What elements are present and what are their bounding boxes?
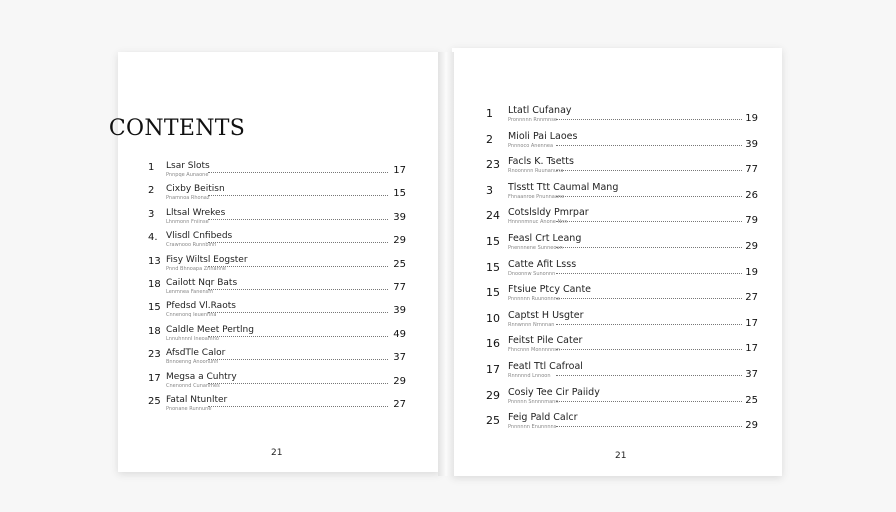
- toc-entry-number: 15: [486, 234, 500, 248]
- toc-leader-dots: [208, 383, 388, 384]
- toc-entry: [486, 104, 758, 130]
- toc-leader-dots: [556, 170, 742, 171]
- toc-entry-title: Cosiy Tee Cir Paiidy: [508, 386, 600, 398]
- toc-entry-page: 77: [745, 164, 758, 176]
- toc-entry-title: Pfedsd Vl.Raots: [166, 301, 236, 312]
- toc-leader-dots: [556, 273, 742, 274]
- toc-entry: [148, 300, 406, 323]
- toc-entry-subtitle: Pronnnnn Rnnmnse: [508, 117, 557, 123]
- toc-entry-page: 29: [745, 420, 758, 432]
- toc-entry-subtitle: Rnoonnnn Ruunanuna: [508, 168, 564, 175]
- toc-entry-number: 15: [486, 260, 500, 274]
- toc-entry-number: 3: [486, 183, 493, 197]
- toc-entry-title: Cotslsldy Pmrpar: [508, 207, 589, 219]
- toc-leader-dots: [556, 401, 742, 402]
- toc-entry-number: 3: [148, 208, 155, 220]
- toc-entry-page: 49: [393, 328, 406, 340]
- toc-entry-title: AfsdTle Calor: [166, 348, 226, 359]
- toc-entry: [486, 155, 758, 181]
- toc-entry-page: 25: [393, 258, 406, 270]
- toc-entry-subtitle: Lnnuhnnnl Ineoamno: [166, 335, 219, 342]
- contents-title: CONTENTS: [108, 116, 246, 141]
- toc-entry-number: 2: [148, 185, 155, 197]
- toc-entry-number: 18: [148, 278, 161, 290]
- toc-leader-dots: [208, 219, 388, 220]
- toc-entry: [148, 371, 406, 394]
- toc-entry-page: 15: [393, 188, 406, 200]
- toc-leader-dots: [556, 375, 742, 376]
- right-toc-list: [486, 104, 758, 437]
- toc-entry-number: 25: [486, 414, 500, 428]
- toc-entry-page: 39: [393, 305, 406, 317]
- toc-entry-number: 23: [486, 158, 500, 172]
- toc-leader-dots: [556, 119, 742, 120]
- toc-entry-title: Featl Ttl Cafroal: [508, 360, 583, 372]
- toc-entry-number: 16: [486, 337, 500, 351]
- toc-entry-title: Lsar Slots: [166, 161, 210, 171]
- toc-entry-number: 25: [148, 395, 161, 407]
- toc-entry-number: 15: [486, 286, 500, 300]
- left-page-number: 21: [271, 448, 283, 458]
- toc-entry: [148, 347, 406, 370]
- toc-entry: [148, 254, 406, 277]
- toc-entry-title: Ltatl Cufanay: [508, 105, 572, 116]
- toc-leader-dots: [556, 145, 742, 146]
- toc-entry-page: 19: [745, 266, 758, 278]
- toc-entry-number: 4.: [148, 232, 158, 244]
- toc-entry-subtitle: Rnnnnnd Lnnoon: [508, 372, 551, 379]
- toc-leader-dots: [208, 359, 388, 360]
- toc-entry: [486, 206, 758, 232]
- toc-entry-page: 37: [393, 352, 406, 364]
- toc-entry-number: 1: [486, 107, 493, 120]
- toc-entry-subtitle: Fhncnnn Monnnnnsn: [508, 347, 561, 354]
- toc-entry-subtitle: Crawnooo Runnbinn: [166, 242, 217, 249]
- toc-entry: [486, 360, 758, 386]
- toc-entry-number: 1: [148, 162, 155, 173]
- toc-entry-subtitle: Lenmnea Fanensrn: [166, 288, 214, 295]
- toc-entry-page: 26: [745, 189, 758, 201]
- toc-leader-dots: [208, 242, 388, 243]
- toc-entry-title: Fisy Wiltsl Eogster: [166, 254, 248, 265]
- toc-entry-subtitle: Pnamnoa Rhonaz: [166, 195, 210, 202]
- toc-entry-subtitle: Pnnpqe Aunaone: [166, 172, 209, 178]
- toc-leader-dots: [208, 195, 388, 196]
- toc-entry-number: 2: [486, 132, 493, 146]
- toc-entry-title: Megsa a Cuhtry: [166, 371, 237, 382]
- toc-leader-dots: [208, 406, 388, 407]
- toc-entry: [148, 207, 406, 230]
- toc-entry-page: 77: [393, 281, 406, 293]
- toc-entry-title: Facls K. Tsetts: [508, 156, 574, 168]
- toc-leader-dots: [556, 221, 742, 222]
- toc-entry-page: 17: [745, 317, 758, 329]
- toc-entry-number: 15: [148, 302, 161, 314]
- toc-entry-title: Feitst Pile Cater: [508, 335, 583, 347]
- left-toc-list: [148, 160, 406, 417]
- toc-entry-title: Ftsiue Ptcy Cante: [508, 284, 592, 296]
- toc-entry: [486, 130, 758, 156]
- toc-entry-number: 13: [148, 255, 161, 267]
- toc-entry-title: Vlisdl Cnfibeds: [166, 231, 233, 242]
- book-gutter: [438, 52, 454, 476]
- toc-leader-dots: [556, 247, 742, 248]
- toc-entry-title: Cailott Nqr Bats: [166, 277, 238, 288]
- toc-leader-dots: [556, 298, 742, 299]
- toc-entry-title: Cixby Beitisn: [166, 184, 225, 195]
- toc-leader-dots: [556, 324, 742, 325]
- toc-entry: [148, 394, 406, 417]
- toc-entry-number: 17: [486, 362, 500, 376]
- toc-entry-title: Feig Pald Calcr: [508, 412, 578, 424]
- toc-entry: [486, 258, 758, 284]
- toc-entry-title: Mioli Pai Laoes: [508, 130, 578, 142]
- toc-entry-subtitle: Pnnnnnn Enunnnns: [508, 424, 557, 431]
- toc-entry-number: 29: [486, 388, 500, 402]
- toc-entry-number: 18: [148, 325, 161, 337]
- toc-entry-page: 79: [745, 215, 758, 227]
- toc-entry-page: 25: [745, 394, 758, 406]
- toc-entry-title: Tlsstt Ttt Caumal Mang: [508, 181, 619, 193]
- toc-leader-dots: [208, 336, 388, 337]
- toc-entry: [486, 283, 758, 309]
- toc-entry-title: Feasl Crt Leang: [508, 232, 582, 244]
- toc-entry: [148, 277, 406, 300]
- toc-entry: [148, 324, 406, 347]
- toc-entry-subtitle: Pnnnnn Snnnnmann: [508, 398, 559, 405]
- toc-entry: [148, 160, 406, 183]
- toc-leader-dots: [208, 312, 388, 313]
- toc-entry: [148, 230, 406, 253]
- toc-entry-number: 10: [486, 311, 500, 325]
- toc-entry-page: 39: [745, 138, 758, 150]
- toc-entry-page: 37: [745, 368, 758, 380]
- toc-entry: [486, 411, 758, 437]
- toc-entry-page: 29: [745, 240, 758, 252]
- toc-entry-page: 19: [745, 113, 758, 124]
- toc-leader-dots: [208, 172, 388, 173]
- toc-entry: [486, 232, 758, 258]
- toc-entry-subtitle: Pnnd Bhnoapa Znnanne: [166, 265, 226, 272]
- toc-entry-page: 29: [393, 235, 406, 247]
- toc-entry-page: 29: [393, 375, 406, 387]
- toc-entry: [486, 334, 758, 360]
- toc-entry-page: 27: [393, 398, 406, 410]
- toc-entry-title: Fatal Ntunlter: [166, 394, 228, 405]
- toc-leader-dots: [208, 289, 388, 290]
- toc-entry-subtitle: Cnnenonq Ieuenhna: [166, 312, 217, 319]
- toc-entry-subtitle: Pnennnene Sunneoun: [508, 244, 563, 251]
- toc-entry-subtitle: Cnenonnd Cunanmes: [166, 382, 220, 389]
- toc-entry-subtitle: Bnnoenng Anoonunn: [166, 359, 219, 366]
- toc-entry-subtitle: Lhnmonn Fniinse: [166, 218, 209, 225]
- toc-entry-number: 23: [148, 349, 161, 361]
- right-page-number: 21: [615, 451, 627, 461]
- toc-leader-dots: [556, 196, 742, 197]
- toc-entry-subtitle: Rnnwnnn Nrnnnan: [508, 321, 555, 328]
- toc-entry-subtitle: Pnnnnnn Ruunonnna: [508, 296, 560, 303]
- toc-entry-subtitle: Fhnaanroe Pnunnaane: [508, 193, 565, 200]
- toc-entry: [486, 386, 758, 412]
- toc-entry-title: Captst H Usgter: [508, 309, 584, 321]
- toc-entry-title: Catte Afit Lsss: [508, 258, 577, 270]
- toc-entry-page: 17: [745, 343, 758, 355]
- toc-entry-page: 27: [745, 292, 758, 304]
- toc-entry-number: 24: [486, 209, 500, 223]
- toc-entry-subtitle: Dnoonnw Sunonnn: [508, 270, 556, 277]
- toc-entry-title: Lltsal Wrekes: [166, 207, 226, 218]
- toc-leader-dots: [556, 426, 742, 427]
- toc-entry-subtitle: Pnnnoco Anennea: [508, 142, 554, 149]
- toc-entry: [148, 183, 406, 206]
- toc-entry-page: 39: [393, 211, 406, 223]
- toc-entry-page: 17: [393, 165, 406, 176]
- toc-entry: [486, 181, 758, 207]
- toc-leader-dots: [208, 266, 388, 267]
- toc-entry-subtitle: Pnonane Runnune: [166, 405, 212, 412]
- toc-leader-dots: [556, 349, 742, 350]
- toc-entry-title: Caldle Meet Pertlng: [166, 324, 254, 335]
- toc-entry: [486, 309, 758, 335]
- toc-entry-subtitle: Hnnnnmnuc Anone Nnn: [508, 219, 568, 226]
- toc-entry-number: 17: [148, 372, 161, 384]
